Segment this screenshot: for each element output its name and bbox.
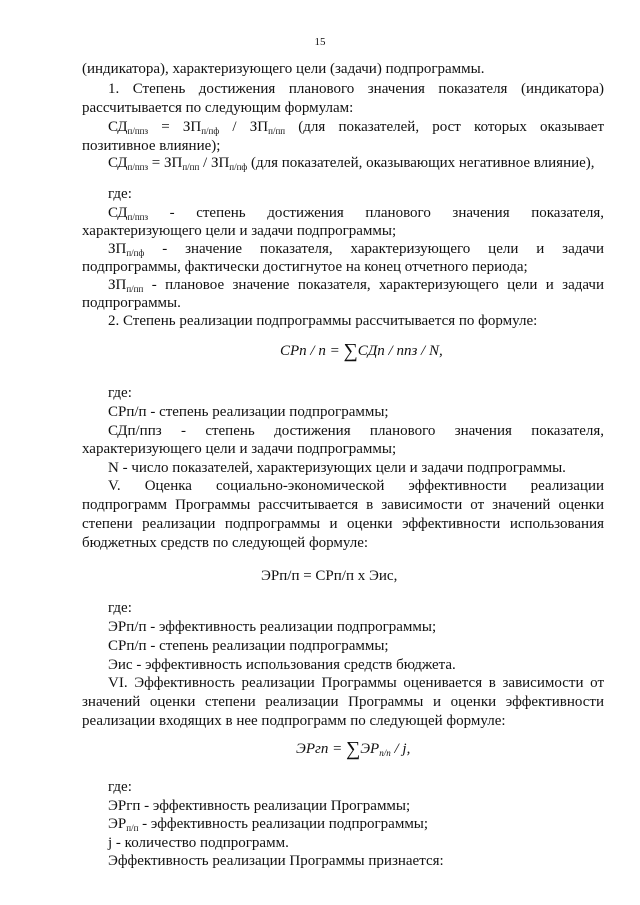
def-subscript: п/пф — [126, 248, 145, 258]
formula-right: СДп / ппз / N, — [357, 343, 443, 359]
text-line: Эис - эффективность использования средств бюджета. — [108, 657, 456, 673]
formula-left: ЭРгп = — [296, 741, 343, 757]
text-line: V. Оценка социально-экономической эффективности реализации — [108, 478, 604, 494]
definition-line — [108, 204, 604, 223]
formula-subscript: п/ппз — [127, 126, 149, 136]
formula-text: / ЗП — [219, 119, 269, 135]
text-line: где: — [108, 385, 132, 401]
formula-ergp — [296, 739, 410, 759]
def-term: СД — [108, 205, 128, 221]
page-number: 15 — [314, 36, 326, 48]
text-line: где: — [108, 600, 132, 616]
text-line: подпрограммы, фактически достигнутое на конец отчетного периода; — [82, 259, 528, 275]
text-line: рассчитывается по следующим формулам: — [82, 100, 354, 116]
sum-symbol: ∑ — [345, 738, 361, 760]
text-line: VI. Эффективность реализации Программы оценивается в зависимости от — [108, 675, 604, 691]
definition-line — [108, 276, 604, 295]
text-line: j - количество подпрограмм. — [108, 835, 289, 851]
def-text: - эффективность реализации подпрограммы; — [138, 816, 429, 832]
formula-subscript: п/пп — [268, 126, 286, 136]
formula-subscript: п/пф — [201, 126, 220, 136]
formula-text: = ЗП — [148, 119, 202, 135]
text-line: степени реализации подпрограммы и оценки эффективности использования — [82, 516, 604, 532]
text-line: бюджетных средств по следующей формуле: — [82, 535, 369, 551]
text-line: где: — [108, 779, 132, 795]
formula-right: / j, — [390, 741, 411, 757]
formula-erpp: ЭРп/п = СРп/п х Эис, — [261, 568, 398, 584]
formula-text: (для показателей, оказывающих негативное влияние), — [247, 155, 595, 171]
formula-text: = ЗП — [148, 155, 183, 171]
text-line: N - число показателей, характеризующих цели и задачи подпрограммы. — [108, 460, 566, 476]
definition-line — [108, 815, 428, 834]
text-line: подпрограммы. — [82, 295, 181, 311]
formula-subscript: п/ппз — [127, 162, 149, 172]
formula-text: / ЗП — [199, 155, 230, 171]
text-line: 1. Степень достижения планового значения показателя (индикатора) — [108, 81, 604, 97]
text-line: СРп/п - степень реализации подпрограммы; — [108, 404, 389, 420]
def-subscript: п/пп — [126, 284, 144, 294]
text-line: СРп/п - степень реализации подпрограммы; — [108, 638, 389, 654]
def-subscript: п/п — [126, 823, 139, 833]
formula-subscript: п/пп — [182, 162, 200, 172]
text-line: где: — [108, 186, 132, 202]
text-line: реализации входящих в нее подпрограмм по следующей формуле: — [82, 713, 506, 729]
text-line: 2. Степень реализации подпрограммы рассчитывается по формуле: — [108, 313, 538, 329]
formula-left: СРп / п = — [280, 343, 340, 359]
def-subscript: п/ппз — [127, 212, 149, 222]
formula-subscript: п/п — [379, 748, 391, 758]
formula-text: ЭР — [360, 741, 380, 757]
sum-symbol: ∑ — [343, 340, 358, 362]
text-line: (индикатора), характеризующего цели (задачи) подпрограммы. — [82, 61, 485, 77]
formula-subscript: п/пф — [229, 162, 248, 172]
text-line: характеризующего цели и задачи подпрограммы; — [82, 441, 397, 457]
text-line: Эффективность реализации Программы признается: — [108, 853, 444, 869]
formula-text: (для показателей, рост которых оказывает — [285, 119, 604, 135]
text-line: характеризующего цели и задачи подпрограммы; — [82, 223, 397, 239]
text-line: ЭРгп - эффективность реализации Программы; — [108, 798, 411, 814]
formula-text: СД — [108, 119, 128, 135]
text-line: ЭРп/п - эффективность реализации подпрограммы; — [108, 619, 437, 635]
text-line: позитивное влияние); — [82, 138, 221, 154]
formula-line — [108, 118, 604, 137]
def-text: - плановое значение показателя, характеризующего цели и задачи — [143, 277, 604, 293]
definition-line — [108, 240, 604, 259]
text-line: подпрограмм Программы рассчитывается в зависимости от значений оценки — [82, 497, 604, 513]
def-text: - степень достижения планового значения показателя, — [148, 205, 604, 221]
formula-text: СД — [108, 155, 128, 171]
formula-srpp — [280, 341, 443, 361]
text-line: значений оценки степени реализации Программы и оценки эффективности — [82, 694, 604, 710]
text-line: СДп/ппз - степень достижения планового значения показателя, — [108, 423, 604, 439]
formula-line — [108, 154, 595, 173]
def-text: - значение показателя, характеризующего цели и задачи — [144, 241, 604, 257]
def-term: ЗП — [108, 277, 127, 293]
def-term: ЗП — [108, 241, 127, 257]
def-term: ЭР — [108, 816, 127, 832]
